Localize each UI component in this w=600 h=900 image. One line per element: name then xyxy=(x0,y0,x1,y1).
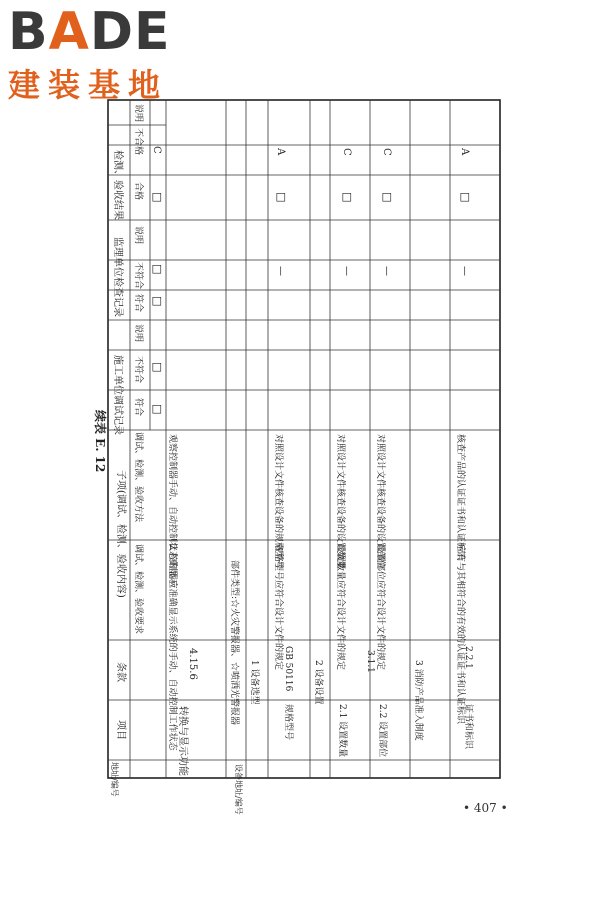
section3-project: 证书和标识 xyxy=(463,704,473,750)
section2b-method: 对照设计文件核查设备的设置部位 xyxy=(375,434,385,570)
logo-subtitle: 建装基地 xyxy=(8,66,169,104)
header-req: 调试、检测、验收要求 xyxy=(133,544,143,635)
header-explain-1: 说明 xyxy=(133,104,143,123)
section2b-box: □ xyxy=(381,192,394,203)
header-nonconform-3: 不符合 xyxy=(133,356,143,384)
page-number: • 407 • xyxy=(463,801,508,815)
section3-grade: A xyxy=(459,148,470,156)
section2a-grade: C xyxy=(341,148,352,156)
table-border xyxy=(108,100,500,778)
section2-clause: 3.1.1 xyxy=(365,650,375,673)
section2-title: 2 设备设置 xyxy=(313,660,323,705)
logo-wordmark: BADE xyxy=(8,2,171,62)
section2b-req: 设置部位应符合设计文件的规定 xyxy=(375,544,385,671)
section3-dash: — xyxy=(459,266,470,276)
row1-box-c-c: □ xyxy=(151,404,164,415)
section3-clause: 2.2.1 xyxy=(463,646,473,669)
header-explain-3: 说明 xyxy=(133,324,143,343)
header-method: 调试、检测、验收方法 xyxy=(133,432,143,523)
section2b-dash: — xyxy=(381,266,392,276)
section2a-box: □ xyxy=(341,192,354,203)
section1-method: 对照设计文件核查设备的规格型号 xyxy=(273,434,283,570)
header-conform-2: 符合 xyxy=(133,294,143,313)
section1-clause: GB 50116 xyxy=(283,646,293,692)
header-fail: 不合格 xyxy=(133,128,143,156)
header-construction: 施工单位调试记录 xyxy=(112,355,123,435)
row1-box-s-c: □ xyxy=(151,296,164,307)
header-nonconform-2: 不符合 xyxy=(133,262,143,290)
table-caption: 续表 E. 12 xyxy=(93,410,107,473)
section1-grade: A xyxy=(275,148,286,156)
row1-method: 观察控制器手动、自动控制状态的显示 xyxy=(167,434,177,588)
row1-clause: 4.15.6 xyxy=(187,648,198,680)
section3-title: 3 消防产品准入制度 xyxy=(413,660,423,741)
section1-dash: — xyxy=(275,266,286,276)
row1-box-s-nc: □ xyxy=(151,264,164,275)
section2a-req: 设置数量应符合设计文件的规定 xyxy=(335,544,345,671)
header-explain-2: 说明 xyxy=(133,226,143,245)
section2a-dash: — xyxy=(341,266,352,276)
row1-project: 转换与显示功能 xyxy=(177,706,188,776)
section2a-method: 对照设计文件核查设备的设置数量 xyxy=(335,434,345,570)
row1-grade: C xyxy=(151,146,162,154)
header-conform-3: 符合 xyxy=(133,398,143,417)
row1-box-c-nc: □ xyxy=(151,362,164,373)
component-type: 部件类型:☆火灾警报器、☆喷洒光警报器 xyxy=(229,560,239,726)
header-project: 项目 xyxy=(115,720,126,740)
section1-box: □ xyxy=(275,192,288,203)
section1-req: 规格型号应符合设计文件的规定 xyxy=(273,544,283,671)
header-address: 地址/编号 xyxy=(110,762,119,797)
header-result: 检测、验收结果 xyxy=(112,150,123,220)
header-pass: 合格 xyxy=(133,182,143,201)
section1-title: 1 设备选型 xyxy=(249,660,259,705)
row1-box-pass: □ xyxy=(151,192,164,203)
section3-method: 核查产品的认证证书和认证标识 xyxy=(455,434,465,561)
section2b-project: 2.2 设置部位 xyxy=(377,704,387,758)
device-address: 设备地址/编号 xyxy=(234,764,243,815)
section1-project: 规格型号 xyxy=(283,704,293,741)
section3-box: □ xyxy=(459,192,472,203)
header-supervision: 监理单位检查记录 xyxy=(112,237,123,317)
header-clause: 条款 xyxy=(115,662,126,682)
row1-req: 2 控制器应准确显示系统的手动、自动控制工作状态 xyxy=(167,544,177,751)
section3-req: 应有与其相符合的有效的认证证书和认证标识 xyxy=(455,544,465,725)
header-subitem: 子项(调试、检测、验收内容) xyxy=(115,470,126,598)
section2b-grade: C xyxy=(381,148,392,156)
section2a-project: 2.1 设置数量 xyxy=(337,704,347,758)
